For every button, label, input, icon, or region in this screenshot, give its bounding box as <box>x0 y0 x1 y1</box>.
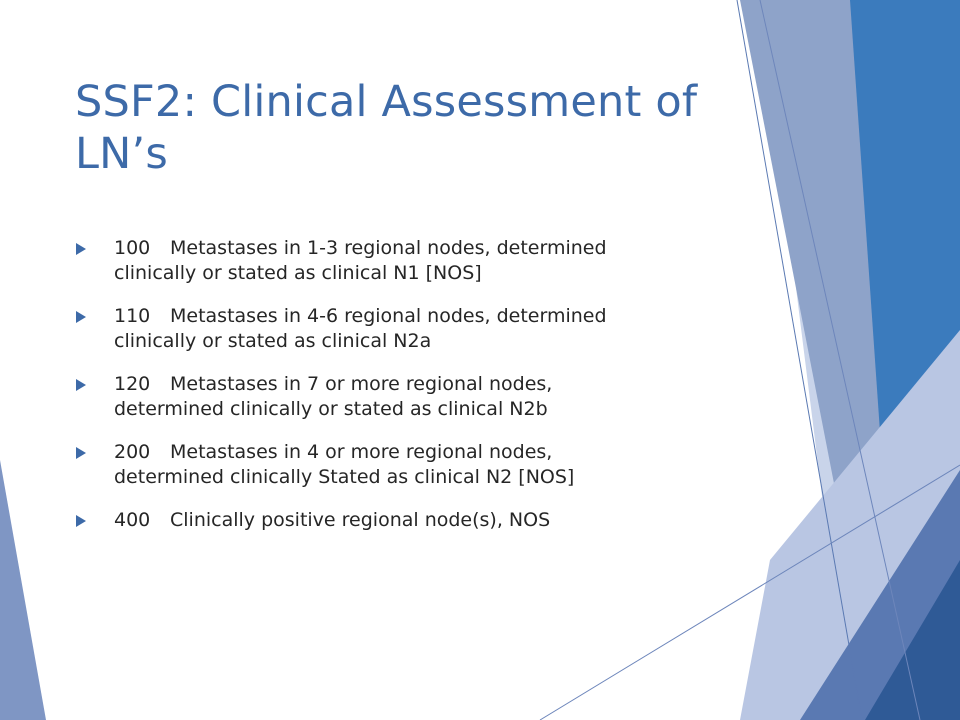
description-line: clinically or stated as clinical N2a <box>114 330 432 352</box>
code-value: 120 <box>114 373 151 395</box>
description-line: Metastases in 7 or more regional nodes, <box>170 373 553 395</box>
description-line: Metastases in 1-3 regional nodes, determined <box>170 237 607 259</box>
list-item <box>76 304 716 354</box>
description-line: Metastases in 4 or more regional nodes, <box>170 441 553 463</box>
code-value: 200 <box>114 441 151 463</box>
list-item <box>76 372 716 422</box>
list-item <box>76 236 716 286</box>
code-value: 110 <box>114 305 151 327</box>
triangle-bullet-icon <box>76 447 86 459</box>
description-line: determined clinically Stated as clinical N2 [NOS] <box>114 466 575 488</box>
list-item <box>76 508 716 533</box>
triangle-bullet-icon <box>76 515 86 527</box>
slide-title: SSF2: Clinical Assessment of LN’s <box>75 77 698 179</box>
triangle-bullet-icon <box>76 243 86 255</box>
triangle-bullet-icon <box>76 379 86 391</box>
bullet-list <box>76 236 716 551</box>
description-line: Clinically positive regional node(s), NOS <box>170 509 551 531</box>
description-line: determined clinically or stated as clinical N2b <box>114 398 548 420</box>
description-line: Metastases in 4-6 regional nodes, determined <box>170 305 607 327</box>
code-value: 100 <box>114 237 151 259</box>
list-item <box>76 440 716 490</box>
left-edge-shape <box>0 460 46 720</box>
description-line: clinically or stated as clinical N1 [NOS] <box>114 262 482 284</box>
triangle-bullet-icon <box>76 311 86 323</box>
code-value: 400 <box>114 509 151 531</box>
